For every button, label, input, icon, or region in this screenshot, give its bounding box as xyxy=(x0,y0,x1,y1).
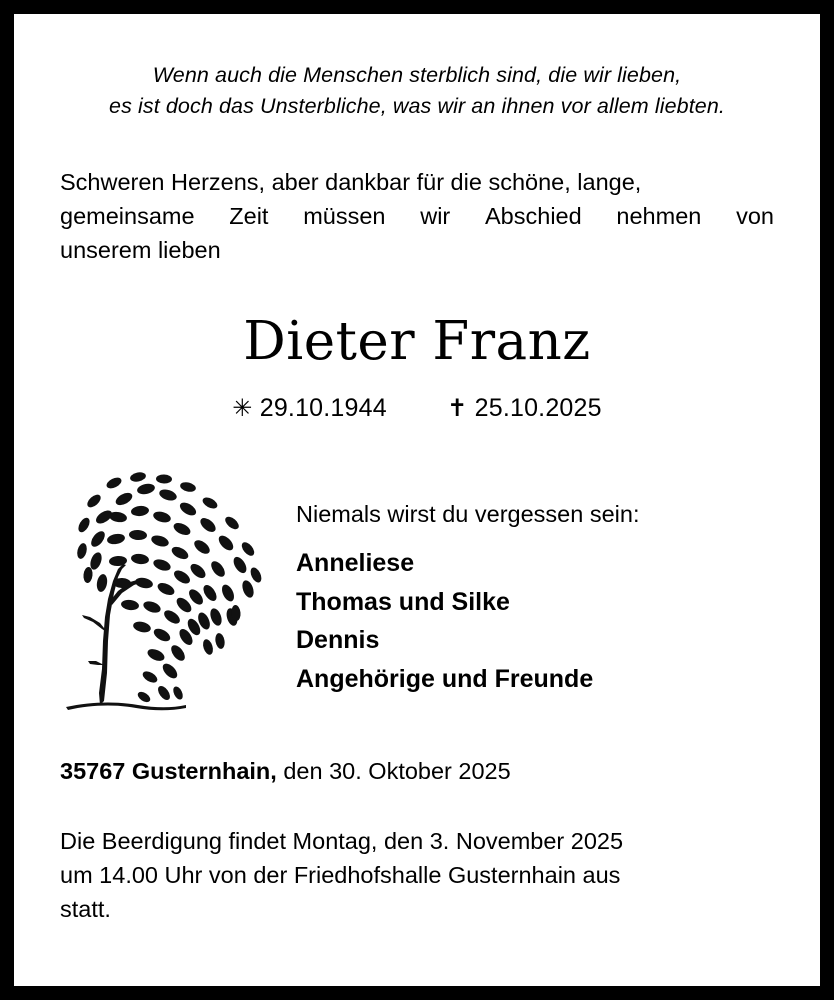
intro-line-1: Schweren Herzens, aber dankbar für die schöne, lange, xyxy=(60,169,642,196)
intro-word: nehmen xyxy=(616,203,702,230)
funeral-line-3: statt. xyxy=(60,896,111,923)
survivor-name: Anneliese xyxy=(296,548,415,577)
deceased-name: Dieter Franz xyxy=(243,311,591,373)
verse-line-2: es ist doch das Unsterbliche, was wir an ihnen vor allem liebten. xyxy=(109,93,725,118)
birth-star-icon: ✳ xyxy=(232,395,253,423)
intro-word: Abschied xyxy=(485,203,582,230)
memorial-verse xyxy=(60,60,774,121)
intro-paragraph xyxy=(60,165,774,267)
funeral-details xyxy=(60,824,774,926)
survivors-list xyxy=(296,457,774,699)
funeral-line-1: Die Beerdigung findet Montag, den 3. November 2025 xyxy=(60,828,624,855)
life-dates xyxy=(60,394,774,423)
intro-word: wir xyxy=(420,203,451,230)
death-cross-icon: ✝ xyxy=(447,395,468,423)
intro-line-2 xyxy=(60,199,774,233)
intro-word: gemeinsame xyxy=(60,203,195,230)
survivor-name: Angehörige und Freunde xyxy=(296,665,594,694)
death-date: 25.10.2025 xyxy=(474,394,602,423)
place-name: 35767 Gusternhain, xyxy=(60,758,277,785)
survivor-name: Thomas und Silke xyxy=(296,587,510,616)
birth-date: 29.10.1944 xyxy=(259,394,387,423)
obituary-card xyxy=(12,12,822,988)
intro-word: müssen xyxy=(303,203,386,230)
place-and-date xyxy=(60,755,774,788)
funeral-line-2: um 14.00 Uhr von der Friedhofshalle Gusternhain aus xyxy=(60,862,621,889)
intro-word: von xyxy=(736,203,774,230)
weeping-tree-icon xyxy=(60,457,296,715)
notice-date: den 30. Oktober 2025 xyxy=(276,758,511,785)
verse-line-1: Wenn auch die Menschen sterblich sind, die wir lieben, xyxy=(152,63,682,87)
intro-line-3: unserem lieben xyxy=(60,237,221,264)
survivors-section xyxy=(60,457,774,715)
intro-word: Zeit xyxy=(229,203,269,230)
survivors-lead: Niemals wirst du vergessen sein: xyxy=(296,501,640,528)
survivor-name: Dennis xyxy=(296,626,380,655)
